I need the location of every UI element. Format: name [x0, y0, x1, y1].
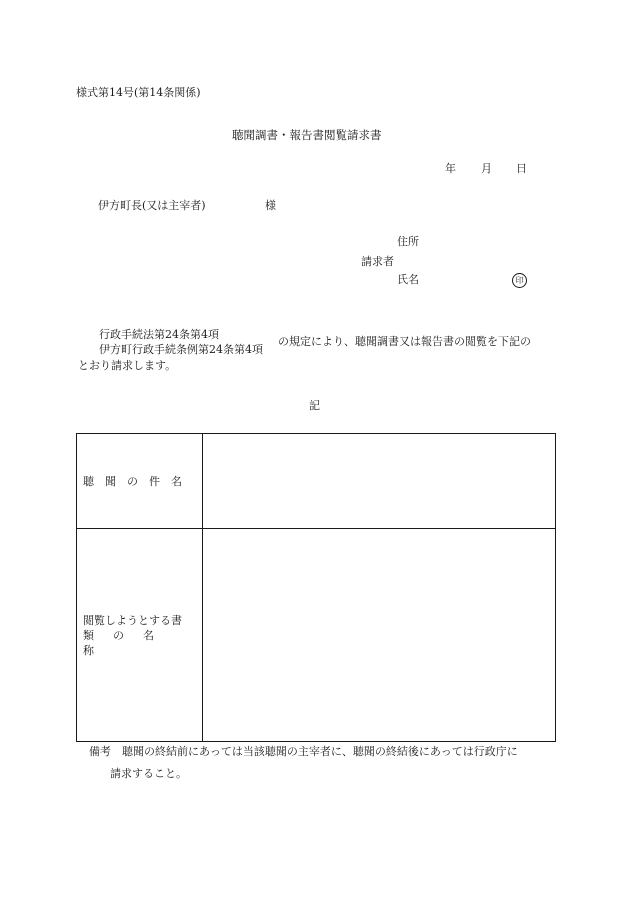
- remarks-line-2: 請求すること。: [110, 767, 187, 780]
- body-text-line-2: とおり請求します。: [78, 359, 177, 372]
- date-month-label: 月: [481, 162, 492, 175]
- name-label: 氏名: [397, 273, 419, 286]
- addressee: 伊方町長(又は主宰者): [98, 199, 206, 212]
- subject-label: 聴聞の件名: [83, 474, 193, 488]
- document-name-label-cell: [77, 529, 203, 742]
- date-day-label: 日: [516, 162, 527, 175]
- law-reference-1: 行政手続法第24条第4項: [99, 328, 219, 341]
- ki-label: 記: [309, 399, 320, 412]
- request-table: [76, 433, 556, 742]
- law-reference-2: 伊方町行政手続条例第24条第4項: [99, 343, 263, 356]
- honorific: 様: [265, 199, 276, 212]
- address-label: 住所: [397, 235, 419, 248]
- form-number: 様式第14号(第14条関係): [76, 86, 201, 99]
- law-references: [99, 327, 277, 357]
- subject-label-cell: [77, 434, 203, 529]
- document-name-value-cell[interactable]: [203, 529, 556, 742]
- remarks-label: 備考: [89, 745, 111, 758]
- page-title: 聴聞調書・報告書閲覧請求書: [232, 128, 382, 142]
- seal-icon: 印: [512, 273, 527, 288]
- table-row: [77, 529, 556, 742]
- document-name-label-1: 閲覧しようとする書: [83, 613, 182, 627]
- table-row: [77, 434, 556, 529]
- date-year-label: 年: [445, 162, 456, 175]
- document-name-label-2: 類の名称: [83, 628, 173, 657]
- remarks-line-1: 聴聞の終結前にあっては当該聴聞の主宰者に、聴聞の終結後にあっては行政庁に: [122, 745, 518, 758]
- requester-label: 請求者: [361, 255, 394, 268]
- body-text-line-1: の規定により、聴聞調書又は報告書の閲覧を下記の: [278, 335, 531, 348]
- subject-value-cell[interactable]: [203, 434, 556, 529]
